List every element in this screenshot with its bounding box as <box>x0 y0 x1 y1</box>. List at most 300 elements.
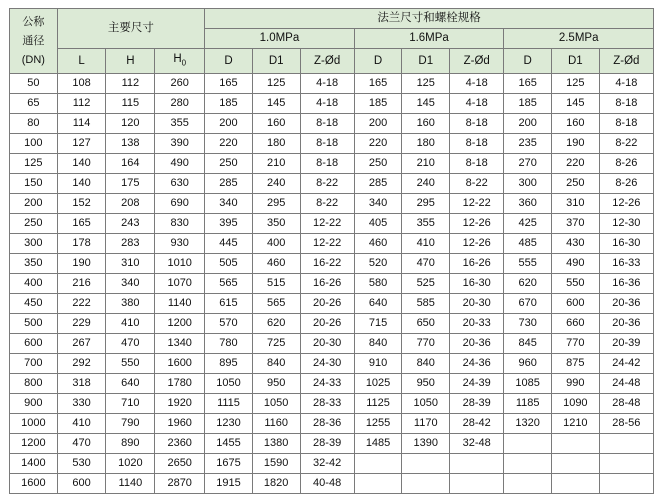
cell-D1-1-0: 565 <box>252 294 300 314</box>
cell-H: 710 <box>106 394 155 414</box>
cell-D1-2-5: 990 <box>551 374 599 394</box>
cell-Zd-1-0: 20-26 <box>300 294 354 314</box>
col-D1-1-6: D1 <box>402 49 450 74</box>
cell-dn: 150 <box>10 174 58 194</box>
cell-D-1-0: 780 <box>205 334 253 354</box>
cell-H0: 1600 <box>155 354 205 374</box>
cell-H0: 1780 <box>155 374 205 394</box>
cell-D-2-5: 425 <box>504 214 552 234</box>
cell-Zd-1-0: 12-22 <box>300 234 354 254</box>
cell-Zd-1-0: 28-33 <box>300 394 354 414</box>
cell-D1-1-0: 620 <box>252 314 300 334</box>
cell-D1-1-0: 1050 <box>252 394 300 414</box>
cell-D1-2-5: 490 <box>551 254 599 274</box>
cell-Zd-2-5: 24-42 <box>599 354 653 374</box>
cell-D-2-5: 1185 <box>504 394 552 414</box>
cell-D-1-0: 505 <box>205 254 253 274</box>
cell-D1-1-6 <box>402 474 450 494</box>
col-H0: $H_0$ <box>155 49 205 74</box>
cell-D1-1-0: 950 <box>252 374 300 394</box>
cell-Zd-2-5: 8-26 <box>599 154 653 174</box>
cell-D-1-6: 1255 <box>354 414 402 434</box>
cell-H: 283 <box>106 234 155 254</box>
cell-dn: 600 <box>10 334 58 354</box>
table-row <box>10 354 654 374</box>
cell-L: 112 <box>57 94 106 114</box>
cell-D-2-5: 960 <box>504 354 552 374</box>
table-row <box>10 214 654 234</box>
cell-L: 470 <box>57 434 106 454</box>
cell-Zd-1-0: 4-18 <box>300 94 354 114</box>
cell-D-1-6: 405 <box>354 214 402 234</box>
cell-D-1-6: 460 <box>354 234 402 254</box>
table-body <box>10 74 654 494</box>
cell-H0: 2360 <box>155 434 205 454</box>
cell-D-2-5: 620 <box>504 274 552 294</box>
cell-Zd-1-0: 28-39 <box>300 434 354 454</box>
cell-H: 790 <box>106 414 155 434</box>
cell-H0: 355 <box>155 114 205 134</box>
col-H: H <box>106 49 155 74</box>
cell-L: 152 <box>57 194 106 214</box>
cell-D-1-0: 570 <box>205 314 253 334</box>
cell-D1-2-5: 430 <box>551 234 599 254</box>
cell-Zd-1-6 <box>450 474 504 494</box>
table-row <box>10 274 654 294</box>
cell-D-1-6: 250 <box>354 154 402 174</box>
cell-Zd-2-5: 16-36 <box>599 274 653 294</box>
cell-dn: 100 <box>10 134 58 154</box>
cell-H0: 830 <box>155 214 205 234</box>
cell-H: 1020 <box>106 454 155 474</box>
cell-D-1-6: 1485 <box>354 434 402 454</box>
cell-D1-1-0: 350 <box>252 214 300 234</box>
cell-D-1-6: 840 <box>354 334 402 354</box>
cell-dn: 500 <box>10 314 58 334</box>
cell-dn: 125 <box>10 154 58 174</box>
header-flange-bolt-group: 法兰尺寸和螺栓规格 <box>205 9 654 29</box>
cell-L: 165 <box>57 214 106 234</box>
cell-D-1-0: 200 <box>205 114 253 134</box>
header-row-1 <box>10 9 654 29</box>
cell-dn: 1400 <box>10 454 58 474</box>
cell-D1-2-5: 220 <box>551 154 599 174</box>
cell-Zd-1-6: 28-42 <box>450 414 504 434</box>
cell-D-1-6 <box>354 454 402 474</box>
cell-D1-1-0: 1590 <box>252 454 300 474</box>
cell-Zd-1-0: 8-18 <box>300 154 354 174</box>
header-main-dimensions: 主要尺寸 <box>57 9 204 49</box>
dimension-table <box>9 8 654 494</box>
cell-D-1-6 <box>354 474 402 494</box>
cell-H0: 260 <box>155 74 205 94</box>
cell-L: 140 <box>57 154 106 174</box>
cell-L: 222 <box>57 294 106 314</box>
cell-H: 112 <box>106 74 155 94</box>
cell-D-2-5: 1085 <box>504 374 552 394</box>
cell-H0: 690 <box>155 194 205 214</box>
cell-H0: 1920 <box>155 394 205 414</box>
cell-D1-1-6: 240 <box>402 174 450 194</box>
cell-Zd-1-0: 12-22 <box>300 214 354 234</box>
cell-D1-1-6: 1170 <box>402 414 450 434</box>
cell-Zd-1-6: 24-39 <box>450 374 504 394</box>
cell-D1-1-6: 950 <box>402 374 450 394</box>
cell-D-1-0: 565 <box>205 274 253 294</box>
cell-D-1-0: 1915 <box>205 474 253 494</box>
cell-D1-1-0: 840 <box>252 354 300 374</box>
cell-dn: 80 <box>10 114 58 134</box>
cell-D1-1-6: 585 <box>402 294 450 314</box>
cell-D1-2-5: 600 <box>551 294 599 314</box>
cell-H: 243 <box>106 214 155 234</box>
cell-H0: 490 <box>155 154 205 174</box>
cell-Zd-1-6: 4-18 <box>450 94 504 114</box>
cell-H: 175 <box>106 174 155 194</box>
cell-H: 115 <box>106 94 155 114</box>
cell-L: 229 <box>57 314 106 334</box>
cell-dn: 1600 <box>10 474 58 494</box>
cell-Zd-1-6: 8-18 <box>450 154 504 174</box>
cell-D-1-6: 200 <box>354 114 402 134</box>
cell-Zd-1-0: 8-18 <box>300 134 354 154</box>
cell-D1-2-5: 550 <box>551 274 599 294</box>
cell-D1-1-0: 1820 <box>252 474 300 494</box>
header-pressure-2-5: 2.5MPa <box>504 29 654 49</box>
cell-H: 550 <box>106 354 155 374</box>
cell-D1-1-0: 515 <box>252 274 300 294</box>
cell-D1-1-0: 240 <box>252 174 300 194</box>
cell-D1-1-6: 525 <box>402 274 450 294</box>
cell-D1-1-0: 1380 <box>252 434 300 454</box>
cell-H0: 1200 <box>155 314 205 334</box>
cell-H: 640 <box>106 374 155 394</box>
table-row <box>10 374 654 394</box>
cell-Zd-2-5: 12-30 <box>599 214 653 234</box>
cell-D-1-0: 250 <box>205 154 253 174</box>
cell-Zd-1-0: 8-22 <box>300 174 354 194</box>
cell-D-1-0: 285 <box>205 174 253 194</box>
header-nominal-diameter <box>10 9 58 74</box>
cell-D1-1-6: 355 <box>402 214 450 234</box>
cell-dn: 1000 <box>10 414 58 434</box>
cell-Zd-1-0: 28-36 <box>300 414 354 434</box>
cell-D1-1-0: 1160 <box>252 414 300 434</box>
cell-D-1-0: 445 <box>205 234 253 254</box>
cell-D-1-6: 640 <box>354 294 402 314</box>
cell-Zd-2-5: 8-22 <box>599 134 653 154</box>
cell-Zd-1-0: 20-30 <box>300 334 354 354</box>
cell-Zd-2-5: 28-56 <box>599 414 653 434</box>
cell-D1-1-6: 180 <box>402 134 450 154</box>
cell-D-1-6: 220 <box>354 134 402 154</box>
col-Zd-1-6: Z-Ød <box>450 49 504 74</box>
cell-D1-2-5 <box>551 454 599 474</box>
cell-Zd-2-5: 16-33 <box>599 254 653 274</box>
cell-D1-1-0: 295 <box>252 194 300 214</box>
cell-Zd-2-5: 28-48 <box>599 394 653 414</box>
cell-D-1-0: 340 <box>205 194 253 214</box>
cell-D-1-6: 580 <box>354 274 402 294</box>
table-row <box>10 174 654 194</box>
cell-Zd-1-0: 8-18 <box>300 114 354 134</box>
col-D-1-6: D <box>354 49 402 74</box>
table-row <box>10 294 654 314</box>
cell-D-1-0: 395 <box>205 214 253 234</box>
cell-Zd-1-6: 12-22 <box>450 194 504 214</box>
cell-D1-1-6: 1050 <box>402 394 450 414</box>
cell-Zd-2-5: 12-26 <box>599 194 653 214</box>
cell-D-1-6: 1125 <box>354 394 402 414</box>
table-row <box>10 74 654 94</box>
cell-D-2-5: 670 <box>504 294 552 314</box>
cell-L: 114 <box>57 114 106 134</box>
cell-D-2-5: 270 <box>504 154 552 174</box>
cell-D-1-6: 285 <box>354 174 402 194</box>
cell-H: 208 <box>106 194 155 214</box>
table-row <box>10 254 654 274</box>
cell-L: 127 <box>57 134 106 154</box>
table-row <box>10 434 654 454</box>
cell-dn: 300 <box>10 234 58 254</box>
col-Zd-2-5: Z-Ød <box>599 49 653 74</box>
cell-dn: 1200 <box>10 434 58 454</box>
cell-L: 410 <box>57 414 106 434</box>
cell-D1-2-5: 190 <box>551 134 599 154</box>
cell-D1-2-5: 160 <box>551 114 599 134</box>
cell-Zd-2-5 <box>599 474 653 494</box>
cell-D-2-5: 555 <box>504 254 552 274</box>
dn-label-line1: 公称 <box>22 15 45 28</box>
cell-Zd-1-0: 16-22 <box>300 254 354 274</box>
dn-label-line2: 通径 <box>22 34 45 47</box>
col-D-1-0: D <box>205 49 253 74</box>
cell-H0: 1010 <box>155 254 205 274</box>
cell-D1-2-5: 1210 <box>551 414 599 434</box>
cell-H0: 1960 <box>155 414 205 434</box>
cell-H0: 1070 <box>155 274 205 294</box>
cell-D1-1-0: 125 <box>252 74 300 94</box>
cell-H0: 280 <box>155 94 205 114</box>
cell-H0: 630 <box>155 174 205 194</box>
cell-D-1-6: 340 <box>354 194 402 214</box>
table-row <box>10 314 654 334</box>
cell-D1-1-0: 160 <box>252 114 300 134</box>
cell-Zd-1-6 <box>450 454 504 474</box>
cell-D-1-6: 910 <box>354 354 402 374</box>
cell-D1-1-0: 180 <box>252 134 300 154</box>
cell-dn: 800 <box>10 374 58 394</box>
cell-L: 140 <box>57 174 106 194</box>
cell-Zd-2-5: 4-18 <box>599 74 653 94</box>
cell-H: 470 <box>106 334 155 354</box>
cell-D-2-5 <box>504 474 552 494</box>
table-row <box>10 414 654 434</box>
cell-Zd-1-0: 16-26 <box>300 274 354 294</box>
cell-D-2-5: 300 <box>504 174 552 194</box>
cell-D-1-6: 185 <box>354 94 402 114</box>
cell-Zd-1-6: 20-33 <box>450 314 504 334</box>
cell-dn: 65 <box>10 94 58 114</box>
cell-dn: 350 <box>10 254 58 274</box>
cell-L: 267 <box>57 334 106 354</box>
cell-H0: 390 <box>155 134 205 154</box>
cell-Zd-1-6: 8-22 <box>450 174 504 194</box>
cell-H: 1140 <box>106 474 155 494</box>
cell-Zd-2-5: 8-18 <box>599 114 653 134</box>
col-L: L <box>57 49 106 74</box>
cell-D1-2-5 <box>551 474 599 494</box>
cell-Zd-1-0: 32-42 <box>300 454 354 474</box>
cell-Zd-1-0: 24-30 <box>300 354 354 374</box>
cell-Zd-1-0: 4-18 <box>300 74 354 94</box>
table-header <box>10 9 654 74</box>
cell-D1-2-5: 660 <box>551 314 599 334</box>
cell-D1-1-6: 840 <box>402 354 450 374</box>
cell-Zd-2-5: 8-26 <box>599 174 653 194</box>
cell-H: 380 <box>106 294 155 314</box>
cell-D1-1-0: 460 <box>252 254 300 274</box>
cell-L: 178 <box>57 234 106 254</box>
cell-H0: 2870 <box>155 474 205 494</box>
table-row <box>10 134 654 154</box>
cell-Zd-1-0: 20-26 <box>300 314 354 334</box>
cell-Zd-1-0: 40-48 <box>300 474 354 494</box>
cell-L: 330 <box>57 394 106 414</box>
cell-H: 890 <box>106 434 155 454</box>
cell-D1-1-6: 770 <box>402 334 450 354</box>
cell-dn: 900 <box>10 394 58 414</box>
cell-dn: 200 <box>10 194 58 214</box>
cell-Zd-2-5: 20-39 <box>599 334 653 354</box>
cell-D1-2-5: 310 <box>551 194 599 214</box>
cell-H: 310 <box>106 254 155 274</box>
cell-H: 164 <box>106 154 155 174</box>
cell-H: 138 <box>106 134 155 154</box>
cell-Zd-2-5 <box>599 434 653 454</box>
col-D1-2-5: D1 <box>551 49 599 74</box>
cell-Zd-1-0: 24-33 <box>300 374 354 394</box>
cell-D-1-0: 1455 <box>205 434 253 454</box>
cell-D1-1-6: 650 <box>402 314 450 334</box>
cell-D1-2-5 <box>551 434 599 454</box>
cell-Zd-1-6: 16-26 <box>450 254 504 274</box>
cell-Zd-2-5: 16-30 <box>599 234 653 254</box>
header-pressure-1-0: 1.0MPa <box>205 29 355 49</box>
cell-Zd-1-6: 12-26 <box>450 234 504 254</box>
cell-Zd-1-6: 20-30 <box>450 294 504 314</box>
cell-D1-1-0: 145 <box>252 94 300 114</box>
cell-dn: 50 <box>10 74 58 94</box>
cell-Zd-2-5: 24-48 <box>599 374 653 394</box>
cell-H: 120 <box>106 114 155 134</box>
cell-Zd-1-6: 32-48 <box>450 434 504 454</box>
cell-H0: 930 <box>155 234 205 254</box>
cell-D1-1-0: 210 <box>252 154 300 174</box>
col-Zd-1-0: Z-Ød <box>300 49 354 74</box>
table-row <box>10 334 654 354</box>
cell-Zd-1-6: 16-30 <box>450 274 504 294</box>
cell-D-1-0: 615 <box>205 294 253 314</box>
cell-D-1-0: 1230 <box>205 414 253 434</box>
cell-dn: 400 <box>10 274 58 294</box>
cell-D-2-5: 185 <box>504 94 552 114</box>
cell-D-2-5 <box>504 434 552 454</box>
cell-D1-2-5: 875 <box>551 354 599 374</box>
cell-Zd-1-0: 8-22 <box>300 194 354 214</box>
cell-D-1-6: 520 <box>354 254 402 274</box>
cell-D-1-0: 220 <box>205 134 253 154</box>
cell-D-2-5: 200 <box>504 114 552 134</box>
cell-dn: 450 <box>10 294 58 314</box>
table-row <box>10 474 654 494</box>
cell-Zd-1-6: 8-18 <box>450 114 504 134</box>
cell-H: 340 <box>106 274 155 294</box>
cell-D-1-0: 1675 <box>205 454 253 474</box>
cell-Zd-1-6: 20-36 <box>450 334 504 354</box>
cell-Zd-1-6: 28-39 <box>450 394 504 414</box>
cell-D1-1-0: 400 <box>252 234 300 254</box>
cell-D1-1-6: 295 <box>402 194 450 214</box>
cell-Zd-1-6: 4-18 <box>450 74 504 94</box>
cell-D-2-5: 730 <box>504 314 552 334</box>
cell-Zd-1-6: 8-18 <box>450 134 504 154</box>
cell-D-1-0: 1115 <box>205 394 253 414</box>
header-pressure-1-6: 1.6MPa <box>354 29 504 49</box>
cell-H0: 1140 <box>155 294 205 314</box>
cell-D1-2-5: 125 <box>551 74 599 94</box>
cell-D1-2-5: 145 <box>551 94 599 114</box>
cell-L: 190 <box>57 254 106 274</box>
table-row <box>10 394 654 414</box>
cell-D1-1-6: 160 <box>402 114 450 134</box>
cell-D-1-0: 185 <box>205 94 253 114</box>
header-row-3 <box>10 49 654 74</box>
cell-Zd-1-6: 24-36 <box>450 354 504 374</box>
cell-D1-1-6: 125 <box>402 74 450 94</box>
cell-D1-1-0: 725 <box>252 334 300 354</box>
cell-Zd-2-5 <box>599 454 653 474</box>
cell-D-1-0: 1050 <box>205 374 253 394</box>
table-row <box>10 194 654 214</box>
cell-D1-2-5: 250 <box>551 174 599 194</box>
cell-D-1-6: 165 <box>354 74 402 94</box>
cell-D-2-5: 485 <box>504 234 552 254</box>
table-row <box>10 454 654 474</box>
cell-L: 216 <box>57 274 106 294</box>
cell-D-1-0: 895 <box>205 354 253 374</box>
cell-L: 292 <box>57 354 106 374</box>
cell-D1-1-6: 470 <box>402 254 450 274</box>
cell-D-2-5 <box>504 454 552 474</box>
cell-D-2-5: 360 <box>504 194 552 214</box>
cell-L: 530 <box>57 454 106 474</box>
dn-label-line3: (DN) <box>21 53 45 66</box>
cell-D-1-6: 715 <box>354 314 402 334</box>
table-row <box>10 154 654 174</box>
cell-D1-2-5: 1090 <box>551 394 599 414</box>
cell-D-1-0: 165 <box>205 74 253 94</box>
cell-L: 600 <box>57 474 106 494</box>
cell-H0: 1340 <box>155 334 205 354</box>
cell-D-2-5: 235 <box>504 134 552 154</box>
table-row <box>10 234 654 254</box>
table-row <box>10 114 654 134</box>
cell-L: 108 <box>57 74 106 94</box>
col-D-2-5: D <box>504 49 552 74</box>
cell-D-2-5: 165 <box>504 74 552 94</box>
cell-H0: 2650 <box>155 454 205 474</box>
